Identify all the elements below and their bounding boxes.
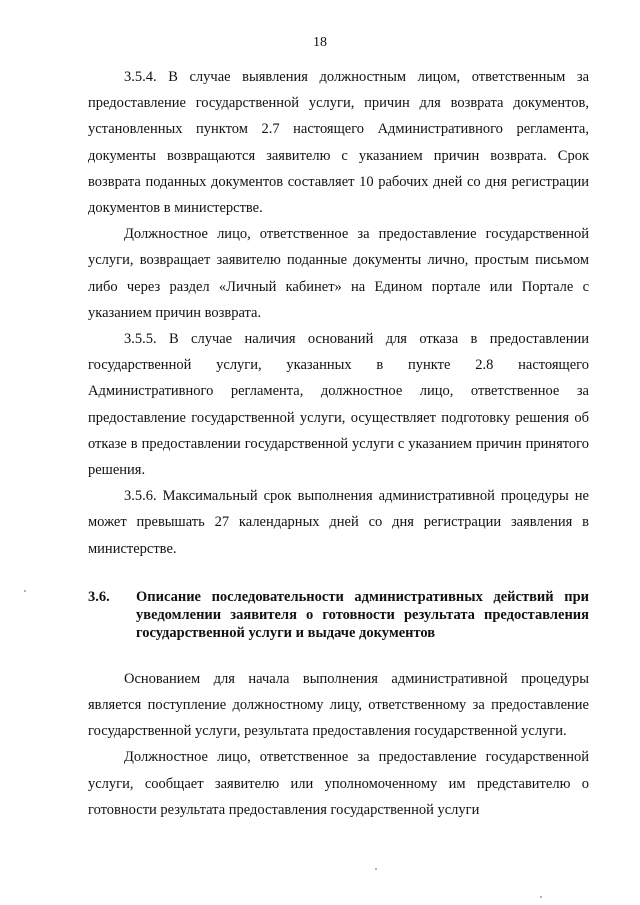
scan-speck — [375, 868, 377, 870]
paragraph-3-5-4: 3.5.4. В случае выявления должностным лицом, ответственным за предоставление государственной услуги, причин для возврата документов, установленных пунктом 2.7 настоящего Административного регламента, документы возвращаются заявителю с указанием причин возврата. Срок возврата поданных документов составляет 10 рабочих дней со дня регистрации документов в министерстве. — [88, 69, 589, 217]
scan-speck — [24, 590, 26, 592]
paragraph-basis: Основанием для начала выполнения административной процедуры является поступление должностному лицу, ответственному за предоставление государственной услуги, результата предоставления государственной услуги. — [88, 670, 589, 740]
paragraph-3-5-5: 3.5.5. В случае наличия оснований для отказа в предоставлении государственной услуги, указанных в пункте 2.8 настоящего Административного регламента, должностное лицо, ответственное за предоставление государственной услуги, осуществляет подготовку решения об отказе в предоставлении государственной услуги с указанием причин принятого решения. — [88, 331, 589, 479]
section-title: Описание последовательности административных действий при уведомлении заявителя о готовности результата предоставления государственной услуги и выдаче документов — [136, 588, 589, 641]
paragraph-return-method: Должностное лицо, ответственное за предоставление государственной услуги, возвращает заявителю поданные документы лично, простым письмом либо через раздел «Личный кабинет» на Едином портале или Портале с указанием причин возврата. — [88, 226, 589, 321]
document-body — [88, 64, 589, 823]
section-heading-3-6 — [88, 588, 589, 642]
page-number: 18 — [313, 35, 327, 50]
paragraph-notification: Должностное лицо, ответственное за предоставление государственной услуги, сообщает заявителю или уполномоченному им представителю о готовности результата предоставления государственной услуги — [88, 749, 589, 818]
section-number: 3.6. — [88, 588, 110, 605]
paragraph-3-5-6: 3.5.6. Максимальный срок выполнения административной процедуры не может превышать 27 календарных дней со дня регистрации заявления в министерстве. — [88, 488, 589, 557]
scan-speck — [540, 896, 542, 898]
